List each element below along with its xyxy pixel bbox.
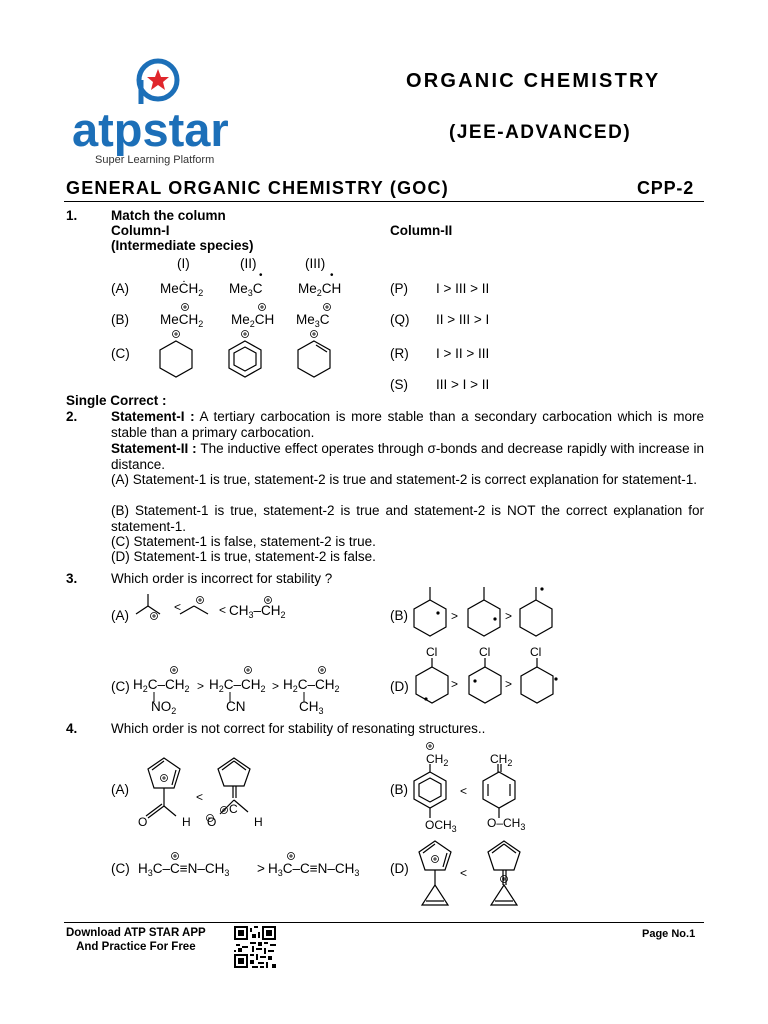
q4-option-a-label: (A) [111, 782, 129, 797]
paper-code: CPP-2 [637, 178, 695, 198]
q3-option-a-label: (A) [111, 608, 129, 623]
q1-title: Match the column [111, 208, 226, 223]
q4-a-lt: < [196, 790, 204, 804]
q3-d-cl-2: Cl [479, 645, 491, 659]
q1-option-q-text: II > III > I [436, 312, 490, 327]
qr-code-icon[interactable] [234, 926, 276, 968]
q3-a-lt-1: < [174, 600, 182, 614]
q4-option-b-structures [408, 742, 568, 822]
q2-number: 2. [66, 409, 78, 424]
q1-option-s-label: (S) [390, 377, 408, 392]
brand-tagline: Super Learning Platform [95, 154, 215, 166]
q4-option-d-structures [408, 833, 568, 913]
q1-option-q-label: (Q) [390, 312, 410, 327]
q1-option-p-label: (P) [390, 281, 408, 296]
q1-option-r-text: I > II > III [436, 346, 490, 361]
q1-option-s-text: III > I > II [436, 377, 490, 392]
q4-a-h-1: H [182, 815, 191, 829]
q4-option-d-label: (D) [390, 861, 409, 876]
q4-c-structure-2: $H_3C-C\equiv N-CH_3$ [268, 861, 360, 878]
page-number: Page No.1 [642, 928, 696, 940]
q4-b-och3-2: $O-CH_3$ [487, 816, 526, 832]
q3-c-gt-2: > [272, 679, 280, 693]
footer-download-text: Download ATP STAR APP And Practice For Free [66, 927, 206, 953]
q1-row-b-species-1: MeCH$_2$ [160, 312, 204, 329]
subject-title: ORGANIC CHEMISTRY [406, 70, 661, 92]
q2-option-b: (B) Statement-1 is true, statement-2 is true and statement-2 is NOT the correct explanation for statement-1. [111, 503, 704, 534]
footer-divider [64, 922, 704, 923]
q3-a-lt-2: < [219, 603, 227, 617]
q3-d-cl-3: Cl [530, 645, 542, 659]
q1-row-b-label: (B) [111, 312, 129, 327]
atpstar-logo-icon [136, 58, 186, 108]
q1-number: 1. [66, 208, 78, 223]
q1-row-c-rings [0, 330, 768, 380]
q3-c-ch3: $CH_3$ [299, 699, 324, 716]
brand-name: atpstar [72, 103, 229, 156]
q3-text: Which order is incorrect for stability ? [111, 571, 333, 586]
q4-d-lt: < [460, 866, 468, 880]
q4-text: Which order is not correct for stability of resonating structures.. [111, 721, 486, 736]
q4-option-b-label: (B) [390, 782, 408, 797]
q3-option-b-label: (B) [390, 608, 408, 623]
q4-b-lt: < [460, 784, 468, 798]
q4-option-c-label: (C) [111, 861, 130, 876]
q1-option-p-text: I > III > II [436, 281, 490, 296]
q3-d-cl-1: Cl [426, 645, 438, 659]
q1-row-a-species-2: $Me_3C$ [229, 281, 263, 298]
q3-c-bonds [0, 664, 768, 704]
q3-number: 3. [66, 571, 78, 586]
q4-a-c-2: C [229, 802, 238, 816]
q1-row-a-species-1: MeĊH$_2$ [160, 281, 204, 298]
q1-row-a-species-3: $Me_2CH$ [298, 281, 342, 298]
q4-b-ch2-1: $CH_2$ [426, 752, 449, 768]
section-heading-single-correct: Single Correct : [66, 393, 167, 408]
q3-c-structure-3: $H_2C-CH_2$ [283, 677, 340, 694]
q3-option-b-structures [408, 585, 568, 645]
q1-roman-2: (II) [240, 256, 257, 271]
q2-option-c: (C) Statement-1 is false, statement-2 is true. [111, 534, 376, 549]
q2-option-d: (D) Statement-1 is true, statement-2 is false. [111, 549, 376, 564]
exam-title: (JEE-ADVANCED) [449, 122, 632, 143]
q3-c-no2: $NO_2$ [151, 699, 177, 716]
q3-d-gt-1: > [451, 677, 459, 691]
q1-row-b-species-2: $Me_2CH$ [231, 312, 275, 329]
q3-a-primary: $CH_3-CH_2$ [229, 603, 286, 620]
q3-option-d-label: (D) [390, 679, 409, 694]
q3-c-gt-1: > [197, 679, 205, 693]
q3-c-cn: CN [226, 699, 246, 714]
q4-a-h-2: H [254, 815, 263, 829]
q1-row-b-charges [0, 298, 768, 318]
q1-column1-heading: Column-I [111, 223, 170, 238]
q1-column2-heading: Column-II [390, 223, 453, 238]
q4-a-o-1: O [138, 815, 148, 829]
q2-option-a: (A) Statement-1 is true, statement-2 is true and statement-2 is correct explanation for statement-1. [111, 472, 698, 487]
q4-c-gt: > [257, 861, 265, 876]
q1-roman-1: (I) [177, 256, 190, 271]
q3-option-c-label: (C) [111, 679, 130, 694]
q4-c-charges [0, 848, 768, 868]
topic-title: GENERAL ORGANIC CHEMISTRY (GOC) [66, 178, 449, 198]
q1-option-r-label: (R) [390, 346, 409, 361]
q2-statement-1: Statement-I : A tertiary carbocation is more stable than a secondary carbocation which is more stable than a primary carbocation. [111, 409, 704, 440]
q1-roman-3: (III) [305, 256, 326, 271]
q3-c-structure-2: $H_2C-CH_2$ [209, 677, 266, 694]
q4-c-structure-1: $H_3C-C\equiv N-CH_3$ [138, 861, 230, 878]
q1-column1-subheading: (Intermediate species) [111, 238, 254, 253]
q4-a-o-2: O [207, 815, 217, 829]
q4-b-och3-1: $OCH_3$ [425, 818, 457, 834]
q1-row-a-label: (A) [111, 281, 129, 296]
q3-option-d-structures [408, 655, 568, 715]
q3-d-gt-2: > [505, 677, 513, 691]
q4-b-ch2-2: $CH_2$ [490, 752, 513, 768]
q1-row-c-label: (C) [111, 346, 130, 361]
q3-b-gt-1: > [451, 609, 459, 623]
q2-statement-2: Statement-II : The inductive effect operates through σ-bonds and decrease rapidly with increase in distance. [111, 441, 704, 472]
q4-number: 4. [66, 721, 78, 736]
q1-row-b-species-3: $Me_3C$ [296, 312, 330, 329]
header-divider [64, 201, 704, 202]
q3-c-structure-1: $H_2C-CH_2$ [133, 677, 190, 694]
q3-b-gt-2: > [505, 609, 513, 623]
